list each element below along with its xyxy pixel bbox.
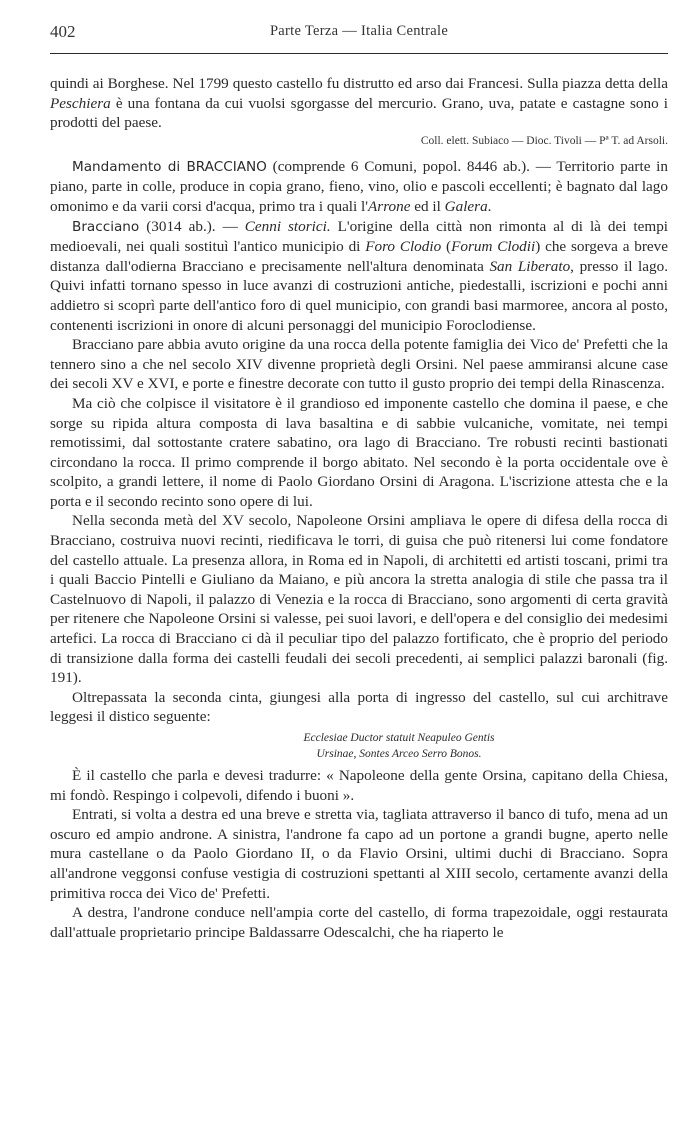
credit-line: Coll. elett. Subiaco — Dioc. Tivoli — Pª T. ad Arsoli.: [420, 134, 668, 147]
latin-distich: Ecclesiae Ductor statuit Neapuleo Gentis Ursinae, Sontes Arceo Serro Bonos.: [303, 732, 495, 760]
paragraph-androne: Entrati, si volta a destra ed una breve e stretta via, tagliata attraverso il banco di tufo, mena ad un oscuro ed ampio androne. A sinistra, l'androne fa capo ad un portone a grandi bugne, aperto nelle mura castellane o da Paolo Giordano II, o da Flavio Orsini, ultimi duchi di Bracciano. Sopra all'androne veggonsi confuse vestigia di costruzioni spettanti al XIII secolo, certamente avanzi della primitiva rocca dei Vico de' Prefetti.: [50, 806, 668, 902]
paragraph-intro: quindi ai Borghese. Nel 1799 questo castello fu distrutto ed arso dai Francesi. Sulla piazza detta della Peschiera è una fontana da cui vuolsi sgorgasse del mercurio. Grano, uva, patate e castagne sono i prodotti del paese.: [50, 75, 668, 132]
paragraph-translation: È il castello che parla e devesi tradurre: « Napoleone della gente Orsina, capitano della Chiesa, mi fondò. Respingo i colpevoli, difendo i buoni ».: [50, 767, 668, 804]
paragraph-mandamento: Mandamento di BRACCIANO (comprende 6 Comuni, popol. 8446 ab.). — Territorio parte in piano, parte in colle, produce in copia grano, fieno, vino, olio e pascoli eccellenti; è bagnato dal lago omonimo e da varii corsi d'acqua, primo tra i quali l'Arrone ed il Galera.: [50, 157, 668, 215]
paragraph-courtyard: A destra, l'androne conduce nell'ampia corte del castello, di forma trapezoidale, oggi restaurata dall'attuale proprietario principe Baldassarre Odescalchi, che ha riaperto le: [50, 904, 668, 941]
paragraph-bracciano: Bracciano (3014 ab.). — Cenni storici. L'origine della città non rimonta al di là dei tempi medioevali, nei quali sostituì l'antico municipio di Foro Clodio (Forum Clodii) che sorgeva a breve distanza dall'odierna Bracciano e precisamente nell'altura denominata San Liberato, presso il lago. Quivi infatti tornano spesso in luce avanzi di costruzioni antiche, piedestalli, iscrizioni e pochi anni addietro si scoprì parte dell'antico foro di quel municipio, con grandi basi marmoree, ancora al posto, contenenti iscrizioni in onore di alcuni personaggi del municipio Foroclodiense.: [50, 217, 669, 334]
page-body: [50, 74, 668, 942]
run-in-heading: Bracciano: [72, 218, 140, 235]
paragraph-castle: Ma ciò che colpisce il visitatore è il grandioso ed imponente castello che domina il paese, e che sorge su ripida altura composta di lava basaltina e di sabbie vulcaniche, vomitate, nei tempi remotissimi, dal sottostante cratere sabatino, ora lago di Bracciano. Tre robusti recinti bastionati circondano la rocca. Il primo comprende il borgo abitato. Nel secondo è la porta occidentale ove è scolpito, a grandi lettere, il nome di Paolo Giordano Orsini di Aragona. L'iscrizione attesta che e la porta e il secondo recinto sono opere di lui.: [50, 394, 668, 510]
paragraph-entrance: Oltrepassata la seconda cinta, giungesi alla porta di ingresso del castello, sul cui architrave leggesi il distico seguente:: [50, 688, 668, 726]
page-number: 402: [50, 22, 76, 41]
section-heading: Mandamento di BRACCIANO: [72, 158, 267, 175]
running-title: Parte Terza — Italia Centrale: [269, 23, 449, 39]
paragraph-origin: Bracciano pare abbia avuto origine da una rocca della potente famiglia dei Vico de' Prefetti che la tennero sino a che nel secolo XIV divenne proprietà degli Orsini. Nel paese ammiransi alcune case dei secoli XV e XVI, e porte e finestre decorate con tutto il gusto proprio dei tempi della Rinascenza.: [50, 336, 668, 393]
paragraph-napoleone: Nella seconda metà del XV secolo, Napoleone Orsini ampliava le opere di difesa della rocca di Bracciano, costruiva nuovi recinti, riedificava le torri, di guisa che può ritenersi lui come fondatore del castello attuale. La presenza allora, in Roma ed in Napoli, di architetti ed artisti toscani, primi tra i quali Baccio Pintelli e Giuliano da Maiano, e più ancora la stretta analogia di stile che passa tra il Castelnuovo di Napoli, il palazzo di Venezia e la rocca di Bracciano, sono argomenti di certa gravità per ritenere che Napoleone Orsini si valesse, pei suoi lavori, e dell'opera e del consiglio dei medesimi artefici. La rocca di Bracciano ci dà il peculiar tipo del palazzo fortificato, che è proprio del periodo di transizione dalla forma dei castelli feudali dei secoli precedenti, ai semplici palazzi baronali (fig. 191).: [50, 512, 668, 687]
page-header: [50, 22, 668, 44]
header-rule: [50, 53, 668, 54]
